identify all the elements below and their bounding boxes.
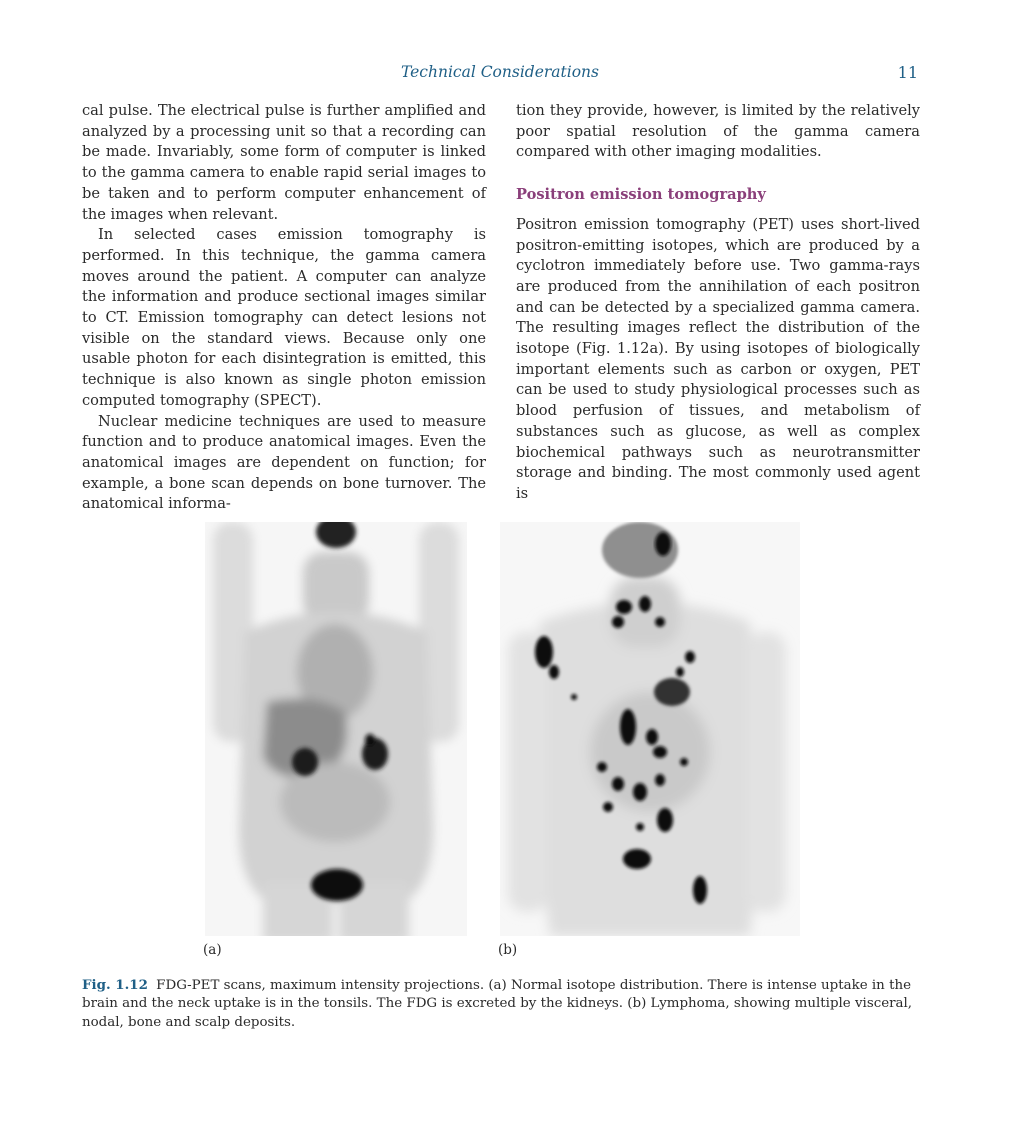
- left-paragraph-1: cal pulse. The electrical pulse is further amplified and analyzed by a processing unit so that a recording can be made. Invariably, some form of computer is linked to the gamma camera to enable rapid serial images to be taken and to perform computer enhancement of the images when relevant.: [82, 102, 486, 223]
- figure-label-a: (a): [203, 942, 222, 958]
- figure-label-b: (b): [498, 942, 518, 958]
- right-paragraph-1: tion they provide, however, is limited by the relatively poor spatial resolution of the gamma camera compared with other imaging modalities.: [516, 102, 920, 161]
- right-paragraph-2: Positron emission tomography (PET) uses short-lived positron-emitting isotopes, which are produced by a cyclotron immediately before use. Two gamma-rays are produced from the annihilation of each positron and can be detected by a specialized gamma camera. The resulting images reflect the distribution of the isotope (Fig. 1.12a). By using isotopes of biologically important elements such as carbon or oxygen, PET can be used to study physiological processes such as blood perfusion of tissues, and metabolism of substances such as glucose, as well as complex biochemical pathways such as neurotransmitter storage and binding. The most commonly used agent is: [516, 215, 920, 502]
- figure-number: Fig. 1.12: [82, 977, 148, 993]
- left-paragraph-3: Nuclear medicine techniques are used to measure function and to produce anatomical images. Even the anatomical images are dependent on function; for example, a bone scan depends on bone turnover. The anatomical informa-: [82, 412, 486, 513]
- left-column: [82, 101, 486, 515]
- running-title: Technical Considerations: [400, 63, 599, 81]
- figure-caption-text: FDG-PET scans, maximum intensity projections. (a) Normal isotope distribution. There is intense uptake in the brain and the neck uptake is in the tonsils. The FDG is excreted by the kidneys. (b) Lymphoma, showing multiple visceral, nodal, bone and scalp deposits.: [82, 978, 913, 1030]
- section-heading: Positron emission tomography: [516, 186, 766, 204]
- pet-scan-image-b: [500, 522, 800, 936]
- pet-scan-image-a: [205, 522, 467, 936]
- left-paragraph-2: In selected cases emission tomography is performed. In this technique, the gamma camera moves around the patient. A computer can analyze the information and produce sectional images similar to CT. Emission tomography can detect lesions not visible on the standard views. Because only one usable photon for each disintegration is emitted, this technique is also known as single photon emission computed tomography (SPECT).: [82, 226, 486, 409]
- right-column: [516, 101, 920, 505]
- figure-caption: [82, 976, 922, 1032]
- page-number: 11: [897, 63, 918, 82]
